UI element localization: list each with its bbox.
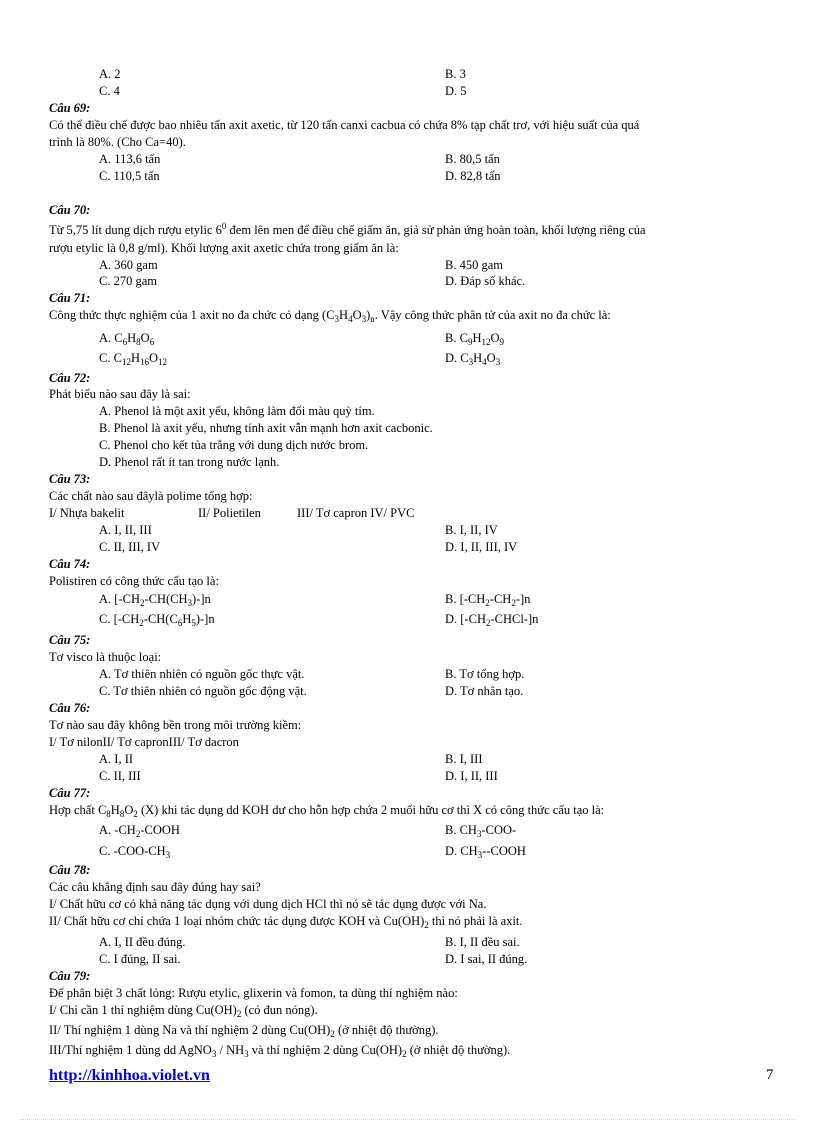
option-c: C. $[-CH_2-CH(C_6H_5)-]n$	[99, 612, 215, 628]
question-stem: Có thể điều chế được bao nhiêu tấn axit axetic, từ 120 tấn canxi cacbua có chứa 8% tạp chất trơ, với hiệu suất của quá	[49, 118, 640, 132]
question-label: Câu 73:	[49, 472, 91, 486]
option-a: A. 2	[99, 67, 121, 81]
option-a: A. I, II đều đúng.	[99, 935, 186, 949]
question-stem: Tơ visco là thuộc loại:	[49, 650, 162, 664]
option-d: D. Tơ nhân tạo.	[445, 684, 524, 698]
option-d: D. 82,8 tấn	[445, 169, 501, 183]
option-d: D. $C_3H_4O_3$	[445, 351, 501, 367]
option-c: C. 4	[99, 84, 120, 98]
option-b: B. Phenol là axit yếu, nhưng tính axit vẫn mạnh hơn axit cacbonic.	[99, 421, 433, 435]
question-stem: Polistiren có công thức cấu tạo là:	[49, 574, 219, 588]
question-stem: rượu etylic là 0,8 g/ml). Khối lượng axit axetic chứa trong giấm ăn là:	[49, 241, 399, 255]
statement-item: I/ Tơ nilonII/ Tơ capronIII/ Tơ dacron	[49, 735, 239, 749]
option-a: A. 113,6 tấn	[99, 152, 161, 166]
option-d: D. Phenol rất ít tan trong nước lạnh.	[99, 455, 280, 469]
question-label: Câu 76:	[49, 701, 91, 715]
option-c: C. Tơ thiên nhiên có nguồn gốc động vật.	[99, 684, 307, 698]
option-c: C. II, III	[99, 769, 141, 783]
option-a: A. Tơ thiên nhiên có nguồn gốc thực vật.	[99, 667, 305, 681]
option-c: C. II, III, IV	[99, 540, 161, 554]
question-label: Câu 74:	[49, 557, 91, 571]
statement-item: II/ Chất hữu cơ chỉ chứa 1 loại nhóm chức tác dụng được KOH và $Cu(OH)_2$ thì nó phải là axit.	[49, 914, 523, 930]
option-a: A. 360 gam	[99, 258, 158, 272]
option-b: B. 3	[445, 67, 466, 81]
page-bottom-divider	[20, 1119, 796, 1120]
option-d: D. 5	[445, 84, 467, 98]
statement-item: I/ Nhựa bakelit	[49, 506, 125, 520]
option-d: D. I, II, III	[445, 769, 498, 783]
question-label: Câu 70:	[49, 203, 91, 217]
option-a: A. $C_6H_8O_6$	[99, 331, 155, 347]
option-c: C. Phenol cho kết tủa trắng với dung dịch nước brom.	[99, 438, 369, 452]
question-label: Câu 71:	[49, 291, 91, 305]
question-stem: Tơ nào sau đây không bền trong môi trường kiềm:	[49, 718, 302, 732]
option-a: A. $[-CH_2-CH(CH_3)-]n$	[99, 592, 211, 608]
question-label: Câu 75:	[49, 633, 91, 647]
option-c: C. 110,5 tấn	[99, 169, 160, 183]
statement-item: II/ Polietilen	[198, 506, 261, 520]
option-a: A. I, II	[99, 752, 134, 766]
question-stem: Từ 5,75 lít dung dịch rượu etylic $6^0$ đem lên men để điều chế giấm ăn, giả sử phản ứng hoàn toàn, khối lượng riêng của	[49, 221, 646, 237]
question-label: Câu 79:	[49, 969, 91, 983]
option-c: C. 270 gam	[99, 274, 157, 288]
question-label: Câu 77:	[49, 786, 91, 800]
option-b: B. $[-CH_2-CH_2-]n$	[445, 592, 531, 608]
option-b: B. I, II, IV	[445, 523, 498, 537]
option-a: A. Phenol là một axit yếu, không làm đổi màu quỳ tím.	[99, 404, 375, 418]
question-stem: trình là 80%. (Cho Ca=40).	[49, 135, 186, 149]
option-d: D. $[-CH_2-CHCl-]n$	[445, 612, 539, 628]
option-b: B. Tơ tổng hợp.	[445, 667, 525, 681]
option-b: B. $C_9H_{12}O_9$	[445, 331, 504, 347]
question-label: Câu 72:	[49, 371, 91, 385]
question-stem: Công thức thực nghiệm của 1 axit no đa chức có dạng $(C_3H_4O_3)_n$. Vậy công thức phân tử của axit no đa chức là:	[49, 308, 611, 324]
option-a: A. I, II, III	[99, 523, 152, 537]
option-a: A. $-CH_2$-COOH	[99, 823, 180, 839]
question-stem: Hợp chất $C_8H_8O_2$ (X) khi tác dụng dd KOH dư cho hỗn hợp chứa 2 muối hữu cơ thì X có công thức cấu tạo là:	[49, 803, 605, 819]
statement-item: II/ Thí nghiệm 1 dùng Na và thí nghiệm 2 dùng $Cu(OH)_2$ (ở nhiệt độ thường).	[49, 1023, 439, 1039]
question-label: Câu 69:	[49, 101, 91, 115]
question-stem: Để phân biệt 3 chất lỏng: Rượu etylic, glixerin và fomon, ta dùng thí nghiệm nào:	[49, 986, 458, 1000]
option-d: D. I sai, II đúng.	[445, 952, 528, 966]
option-b: B. I, II đều sai.	[445, 935, 520, 949]
option-d: D. I, II, III, IV	[445, 540, 518, 554]
statement-item: III/ Tơ capron IV/ PVC	[297, 506, 415, 520]
page-number: 7	[766, 1067, 774, 1083]
website-link[interactable]: http://kinhhoa.violet.vn	[49, 1067, 210, 1084]
option-c: C. $C_{12}H_{16}O_{12}$	[99, 351, 167, 367]
option-c: C. $-COO-CH_3$	[99, 844, 171, 860]
option-b: B. 450 gam	[445, 258, 503, 272]
statement-item: I/ Chất hữu cơ có khả năng tác dụng với dung dịch HCl thì nó sẽ tác dụng được với Na.	[49, 897, 487, 911]
option-b: B. $CH_3-COO-$	[445, 823, 517, 839]
statement-item: I/ Chỉ cần 1 thí nghiệm dùng $Cu(OH)_2$ (có đun nóng).	[49, 1003, 318, 1019]
option-d: D. Đáp số khác.	[445, 274, 526, 288]
statement-item: III/Thí nghiệm 1 dùng dd AgNO$_3$ / $NH_3$ và thí nghiệm 2 dùng $Cu(OH)_2$ (ở nhiệt độ thường).	[49, 1043, 511, 1059]
option-b: B. 80,5 tấn	[445, 152, 500, 166]
option-b: B. I, III	[445, 752, 483, 766]
question-label: Câu 78:	[49, 863, 91, 877]
option-d: D. $CH_3-$-COOH	[445, 844, 526, 860]
option-c: C. I đúng, II sai.	[99, 952, 181, 966]
question-stem: Phát biểu nào sau đây là sai:	[49, 387, 191, 401]
question-stem: Các chất nào sau đâylà polime tổng hợp:	[49, 489, 253, 503]
question-stem: Các câu khẳng định sau đây đúng hay sai?	[49, 880, 261, 894]
